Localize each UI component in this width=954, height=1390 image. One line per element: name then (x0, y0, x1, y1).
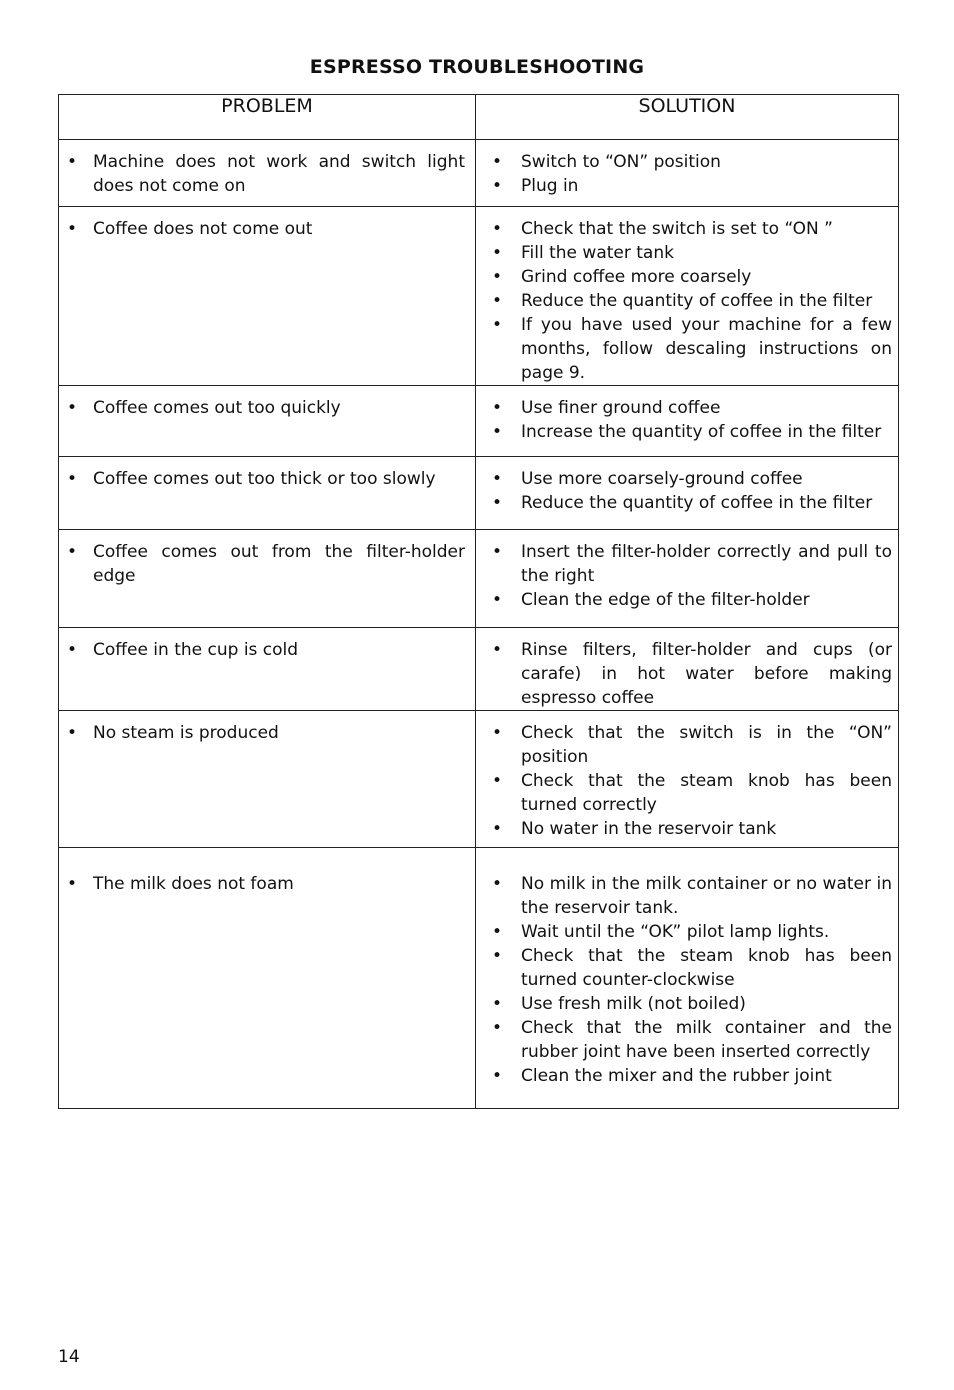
solution-item (488, 944, 892, 992)
problem-text: Coffee does not come out (93, 219, 313, 239)
table-header-row (59, 95, 899, 140)
bullet-icon: • (492, 922, 503, 942)
table-row (59, 207, 899, 386)
solution-list (476, 530, 898, 612)
problem-cell (59, 711, 476, 848)
problem-list (59, 386, 475, 420)
table-row (59, 386, 899, 457)
bullet-icon: • (492, 994, 503, 1014)
solution-text: Check that the switch is set to “ON ” (521, 219, 833, 239)
bullet-icon: • (492, 219, 503, 239)
table-row (59, 530, 899, 628)
solution-cell (476, 140, 899, 207)
solution-list (476, 386, 898, 444)
solution-text: Check that the steam knob has been turned correctly (521, 771, 892, 815)
solution-list (476, 848, 898, 1088)
bullet-icon: • (67, 398, 78, 418)
solution-item (488, 588, 892, 612)
solution-item (488, 769, 892, 817)
solution-cell (476, 848, 899, 1109)
problem-list (59, 140, 475, 198)
bullet-icon: • (492, 469, 503, 489)
page-title: ESPRESSO TROUBLESHOOTING (309, 56, 645, 78)
solution-text: Increase the quantity of coffee in the filter (521, 422, 882, 442)
problem-list (59, 207, 475, 241)
solution-text: Check that the milk container and the rubber joint have been inserted correctly (521, 1018, 892, 1062)
table-body (59, 140, 899, 1109)
solution-cell (476, 207, 899, 386)
bullet-icon: • (67, 640, 78, 660)
solution-cell (476, 711, 899, 848)
bullet-icon: • (67, 152, 78, 172)
table-row (59, 140, 899, 207)
problem-item (63, 150, 465, 198)
solution-text: If you have used your machine for a few months, follow descaling instructions on page 9. (521, 315, 892, 383)
solution-item (488, 540, 892, 588)
bullet-icon: • (492, 493, 503, 513)
problem-list (59, 711, 475, 745)
bullet-icon: • (67, 219, 78, 239)
problem-item (63, 721, 465, 745)
solution-text: Plug in (521, 176, 579, 196)
solution-text: Switch to “ON” position (521, 152, 721, 172)
bullet-icon: • (492, 723, 503, 743)
solution-list (476, 457, 898, 515)
solution-item (488, 920, 892, 944)
problem-text: Coffee in the cup is cold (93, 640, 299, 660)
bullet-icon: • (492, 542, 503, 562)
solution-item (488, 872, 892, 920)
problem-cell (59, 140, 476, 207)
bullet-icon: • (492, 1066, 503, 1086)
bullet-icon: • (67, 874, 78, 894)
bullet-icon: • (492, 422, 503, 442)
page-number: 14 (58, 1347, 80, 1367)
bullet-icon: • (492, 315, 503, 335)
problem-cell (59, 848, 476, 1109)
problem-item (63, 872, 465, 896)
table-row (59, 457, 899, 530)
solution-text: No milk in the milk container or no water in the reservoir tank. (521, 874, 892, 918)
solution-list (476, 207, 898, 385)
bullet-icon: • (492, 291, 503, 311)
solution-text: Use more coarsely-ground coffee (521, 469, 803, 489)
problem-list (59, 848, 475, 896)
bullet-icon: • (67, 469, 78, 489)
problem-text: The milk does not foam (93, 874, 294, 894)
solution-item (488, 241, 892, 265)
solution-list (476, 628, 898, 710)
problem-item (63, 217, 465, 241)
bullet-icon: • (67, 723, 78, 743)
problem-cell (59, 207, 476, 386)
bullet-icon: • (67, 542, 78, 562)
solution-text: Clean the mixer and the rubber joint (521, 1066, 832, 1086)
solution-item (488, 420, 892, 444)
problem-item (63, 540, 465, 588)
problem-text: No steam is produced (93, 723, 279, 743)
solution-text: Use finer ground coffee (521, 398, 721, 418)
solution-item (488, 817, 892, 841)
problem-item (63, 638, 465, 662)
solution-item (488, 1016, 892, 1064)
table-row (59, 848, 899, 1109)
solution-text: Check that the switch is in the “ON” position (521, 723, 892, 767)
solution-text: No water in the reservoir tank (521, 819, 777, 839)
solution-text: Rinse filters, filter-holder and cups (or carafe) in hot water before making espresso coffee (521, 640, 892, 708)
bullet-icon: • (492, 874, 503, 894)
problem-cell (59, 386, 476, 457)
solution-item (488, 217, 892, 241)
solution-item (488, 265, 892, 289)
solution-list (476, 140, 898, 198)
solution-item (488, 467, 892, 491)
solution-item (488, 313, 892, 385)
solution-item (488, 992, 892, 1016)
table-row (59, 711, 899, 848)
bullet-icon: • (492, 176, 503, 196)
solution-item (488, 396, 892, 420)
bullet-icon: • (492, 398, 503, 418)
solution-cell (476, 457, 899, 530)
problem-cell (59, 628, 476, 711)
bullet-icon: • (492, 267, 503, 287)
solution-item (488, 174, 892, 198)
solution-item (488, 289, 892, 313)
problem-text: Coffee comes out too quickly (93, 398, 341, 418)
bullet-icon: • (492, 1018, 503, 1038)
problem-item (63, 396, 465, 420)
problem-column-header: PROBLEM (59, 95, 476, 140)
problem-text: Coffee comes out from the filter-holder edge (93, 542, 465, 586)
bullet-icon: • (492, 819, 503, 839)
solution-text: Fill the water tank (521, 243, 674, 263)
solution-text: Check that the steam knob has been turned counter-clockwise (521, 946, 892, 990)
bullet-icon: • (492, 243, 503, 263)
bullet-icon: • (492, 152, 503, 172)
solution-text: Insert the filter-holder correctly and pull to the right (521, 542, 892, 586)
solution-cell (476, 386, 899, 457)
problem-list (59, 530, 475, 588)
solution-text: Grind coffee more coarsely (521, 267, 752, 287)
bullet-icon: • (492, 640, 503, 660)
bullet-icon: • (492, 771, 503, 791)
problem-list (59, 457, 475, 491)
problem-text: Coffee comes out too thick or too slowly (93, 469, 436, 489)
solution-column-header: SOLUTION (476, 95, 899, 140)
problem-list (59, 628, 475, 662)
solution-item (488, 638, 892, 710)
solution-text: Reduce the quantity of coffee in the filter (521, 291, 873, 311)
table-row (59, 628, 899, 711)
solution-cell (476, 530, 899, 628)
solution-text: Reduce the quantity of coffee in the filter (521, 493, 873, 513)
problem-cell (59, 457, 476, 530)
solution-item (488, 1064, 892, 1088)
solution-text: Clean the edge of the filter-holder (521, 590, 810, 610)
troubleshooting-table (58, 94, 899, 1109)
solution-text: Wait until the “OK” pilot lamp lights. (521, 922, 830, 942)
solution-item (488, 491, 892, 515)
bullet-icon: • (492, 590, 503, 610)
solution-cell (476, 628, 899, 711)
solution-item (488, 721, 892, 769)
solution-item (488, 150, 892, 174)
solution-list (476, 711, 898, 841)
bullet-icon: • (492, 946, 503, 966)
problem-cell (59, 530, 476, 628)
problem-item (63, 467, 465, 491)
problem-text: Machine does not work and switch light does not come on (93, 152, 465, 196)
solution-text: Use fresh milk (not boiled) (521, 994, 746, 1014)
